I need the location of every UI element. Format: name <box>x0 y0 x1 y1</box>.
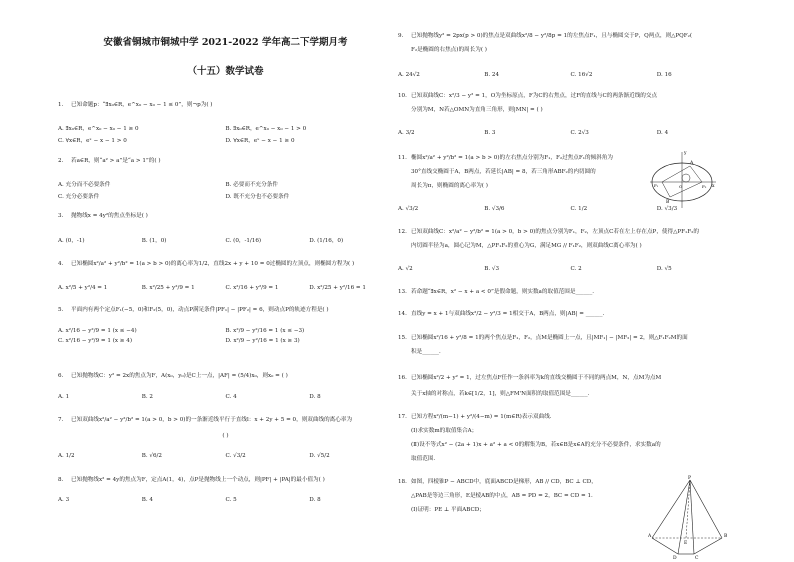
option-d: D. (1/16，0) <box>309 238 344 244</box>
option-a: A. √3/2 <box>398 206 419 212</box>
option-c: C. 1/2 <box>570 206 588 212</box>
label-a: A <box>648 534 652 539</box>
option-c: C. 16√2 <box>570 72 593 78</box>
question-1-options <box>58 124 393 144</box>
question-6-options <box>58 394 393 400</box>
question-17: 17. 已知方程x²/(m−1) + y²/(4−m) = 1(m∈R)表示双曲线. <box>398 414 552 420</box>
option-b: B. x²/9 − y²/16 = 1 (x ≤ −3) <box>225 328 305 334</box>
question-6: 6. 已知抛物线C：y² = 2x的焦点为F，A(x₀，y₀)是C上一点，|AF| = (5/4)x₀，则x₀ = ( ) <box>58 373 288 379</box>
option-d: D. √5/2 <box>309 453 330 459</box>
label-o: O <box>679 184 683 189</box>
question-10-options <box>398 130 743 136</box>
question-7-options <box>58 453 393 459</box>
ellipse-diagram <box>648 148 718 210</box>
exam-subtitle: （十五）数学试卷 <box>187 66 264 77</box>
option-c: C. 2√3 <box>570 130 589 136</box>
option-a: A. 3 <box>58 497 70 503</box>
label-p: P <box>688 476 692 481</box>
question-17-part2: (Ⅱ)设不等式x² − (2a + 1)x + a² + a < 0的解集为B，若x∈B是x∈A的充分不必要条件，求实数a的 <box>411 442 661 448</box>
option-d: D. 4 <box>656 130 669 136</box>
question-7-paren: ( ) <box>222 433 229 439</box>
option-a: A. x²/5 + y²/4 = 1 <box>58 285 108 291</box>
option-a: A. √2 <box>398 266 413 272</box>
option-b: B. 24 <box>484 72 500 78</box>
question-16-cont: 关于x轴的对称点，若k∈[1/2，1]，则△FM'N面积的取值范围是______. <box>411 391 590 397</box>
exam-title: 安徽省铜城市铜城中学 2021-2022 学年高二下学期月考 <box>103 37 348 48</box>
question-15: 15. 已知椭圆x²/16 + y²/8 = 1的两个焦点是F₁，F₂，点M是椭圆上一点，且|MF₁| − |MF₂| = 2，则△F₁F₂M的面 <box>398 335 688 341</box>
label-b: B <box>724 534 728 539</box>
question-18-part1: (Ⅰ)证明：PE ⊥ 平面ABCD； <box>411 507 485 513</box>
question-4-options <box>58 285 393 291</box>
option-c: C. ∀x∈R，eˣ − x − 1 > 0 <box>58 138 127 144</box>
label-x: x <box>712 184 715 189</box>
question-12-options <box>398 266 743 272</box>
option-d: D. √5 <box>656 266 672 272</box>
label-f1: F₁ <box>654 183 659 188</box>
question-15-cont: 积是______. <box>411 349 441 355</box>
question-14: 14. 直线y = x + 1与双曲线x²/2 − y²/3 = 1相交于A，B两点，则|AB| = ______. <box>398 311 605 317</box>
option-d: D. x²/9 − y²/16 = 1 (x ≥ 3) <box>225 338 300 344</box>
question-2: 2. 若a∈R，则“a² > a”是“a > 1”的( ) <box>58 158 161 164</box>
option-b: B. √3/6 <box>484 206 505 212</box>
question-5: 5. 平面内有两个定点F₁(−5，0)和F₂(5，0)，动点P满足条件|PF₁| − |PF₂| = 6，则动点P的轨迹方程是( ) <box>58 307 329 313</box>
option-a: A. 1/2 <box>58 453 75 459</box>
option-c: C. x²/16 − y²/9 = 1 (x ≥ 4) <box>58 338 133 344</box>
option-c: C. 5 <box>225 497 237 503</box>
option-c: C. 2 <box>570 266 582 272</box>
option-d: D. 8 <box>309 497 321 503</box>
label-c: C <box>695 556 699 560</box>
question-11-cont2: 周长为π，则椭圆的离心率为( ) <box>411 183 488 189</box>
question-8: 8. 已知抛物线x² = 4y的焦点为F，定点A(1，4)，点P是抛物线上一个动点，则|PF| + |PA|的最小值为( ) <box>58 477 325 483</box>
label-f2: F₂ <box>702 184 707 189</box>
question-4: 4. 已知椭圆x²/a² + y²/b² = 1(a > b > 0)的离心率为1/2，直线2x + y + 10 = 0过椭圆的左顶点，则椭圆方程为( ) <box>58 261 355 267</box>
option-d: D. ∀x∈R，eˣ − x − 1 ≥ 0 <box>225 138 295 144</box>
option-c: C. (0，-1/16) <box>225 238 262 244</box>
option-c: C. 充分必要条件 <box>58 194 100 200</box>
option-b: B. √6/2 <box>141 453 162 459</box>
option-a: A. (0，-1) <box>58 238 85 244</box>
option-b: B. √3 <box>484 266 500 272</box>
option-b: B. 3 <box>484 130 496 136</box>
question-3-options <box>58 236 393 244</box>
option-b: B. 4 <box>141 497 153 503</box>
pyramid-diagram <box>648 474 733 560</box>
option-a: A. 3/2 <box>398 130 415 136</box>
question-8-options <box>58 497 393 503</box>
question-18: 18. 如图，四棱锥P − ABCD中，底面ABCD是梯形，AB // CD，BC ⊥ CD， <box>398 479 597 485</box>
question-5-options <box>58 328 393 344</box>
option-d: D. 8 <box>309 394 321 400</box>
option-b: B. 必要而不充分条件 <box>225 182 278 188</box>
question-10-cont: 分别为M，N若△OMN为直角三角形，则|MN| = ( ) <box>411 107 543 113</box>
question-11: 11. 椭圆x²/a² + y²/b² = 1(a > b > 0)的左右焦点分别为F₁，F₂过焦点F₁的倾斜角为 <box>398 155 613 161</box>
option-d: D. √3/3 <box>656 206 678 212</box>
left-column <box>58 0 393 562</box>
question-1: 1. 已知命题p：“∃x₀∈R，e^x₀ − x₀ − 1 ≤ 0”，则¬p为( ) <box>58 102 213 108</box>
option-c: C. 4 <box>225 394 237 400</box>
question-13: 13. 若命题“∃x∈R，x² − x + a < 0”是假命题，则实数a的取值范围是______. <box>398 289 595 295</box>
question-10: 10. 已知双曲线C：x²/3 − y² = 1，O为坐标原点，F为C的右焦点，过F的直线与C的两条渐近线的交点 <box>398 93 658 99</box>
right-column <box>398 0 743 562</box>
question-17-part2-cont: 取值范围. <box>411 456 436 462</box>
label-y: y <box>684 151 687 156</box>
question-12-cont: 内切圆半径为a，圆心记为M，△PF₁F₂的重心为G，满足MG // F₁F₂，则双曲线C离心率为( ) <box>411 243 642 249</box>
question-11-cont: 30°直线交椭圆于A，B两点，若延长|AB| = 8，若三角形ABF₂的内切圆的 <box>411 169 596 175</box>
question-2-options <box>58 180 393 200</box>
option-c: C. x²/16 + y²/9 = 1 <box>225 285 279 291</box>
question-9: 9. 已知抛物线y² = 2px(p > 0)的焦点是双曲线x²/8 − y²/8p = 1的左焦点F₁，且与椭圆交于P，Q两点，则△PQF₂( <box>398 33 693 39</box>
option-a: A. 充分而不必要条件 <box>58 182 111 188</box>
option-a: A. 1 <box>58 394 70 400</box>
option-b: B. ∃x₀∈R，e^x₀ − x₀ − 1 > 0 <box>225 126 307 132</box>
label-a: A <box>690 161 694 166</box>
question-12: 12. 已知双曲线C：x²/a² − y²/b² = 1(a > 0，b > 0)的焦点分别为F₁，F₂，左顶点C若在左上存在点P，使得△PF₁F₂的 <box>398 229 700 235</box>
label-e: E <box>684 541 688 546</box>
option-a: A. 24√2 <box>398 72 420 78</box>
option-d: D. 16 <box>656 72 672 78</box>
label-b: B <box>666 200 670 205</box>
question-9-cont: F₂是椭圆的右焦点)的周长为( ) <box>411 47 487 53</box>
option-b: B. 2 <box>141 394 153 400</box>
question-3: 3. 抛物线x = 4y²的焦点坐标是( ) <box>58 213 148 219</box>
question-17-part1: (Ⅰ)求实数m的取值集合A； <box>411 428 478 434</box>
question-7: 7. 已知双曲线x²/a² − y²/b² = 1(a > 0，b > 0)的一条渐近线平行于直线l：x + 2y + 5 = 0，则双曲线的离心率为 <box>58 417 353 423</box>
option-a: A. x²/16 − y²/9 = 1 (x ≤ −4) <box>58 328 137 334</box>
option-b: B. (1，0) <box>141 238 167 244</box>
option-c: C. √3/2 <box>225 453 246 459</box>
question-18-cont: △PAB是等边三角形，E是棱AB的中点，AB = PD = 2，BC = CD = 1. <box>411 493 593 499</box>
label-d: D <box>673 556 677 560</box>
option-a: A. ∃x₀∈R，e^x₀ − x₀ − 1 ≥ 0 <box>58 126 139 132</box>
question-9-options <box>398 72 743 78</box>
option-d: D. 既不充分也不必要条件 <box>225 194 290 200</box>
question-16: 16. 已知椭圆x²/2 + y² = 1，过左焦点F任作一条斜率为k的直线交椭圆于不同的两点M，N，点M为点M <box>398 375 662 381</box>
option-d: D. x²/25 + y²/16 = 1 <box>309 285 366 291</box>
option-b: B. x²/25 + y²/9 = 1 <box>141 285 195 291</box>
